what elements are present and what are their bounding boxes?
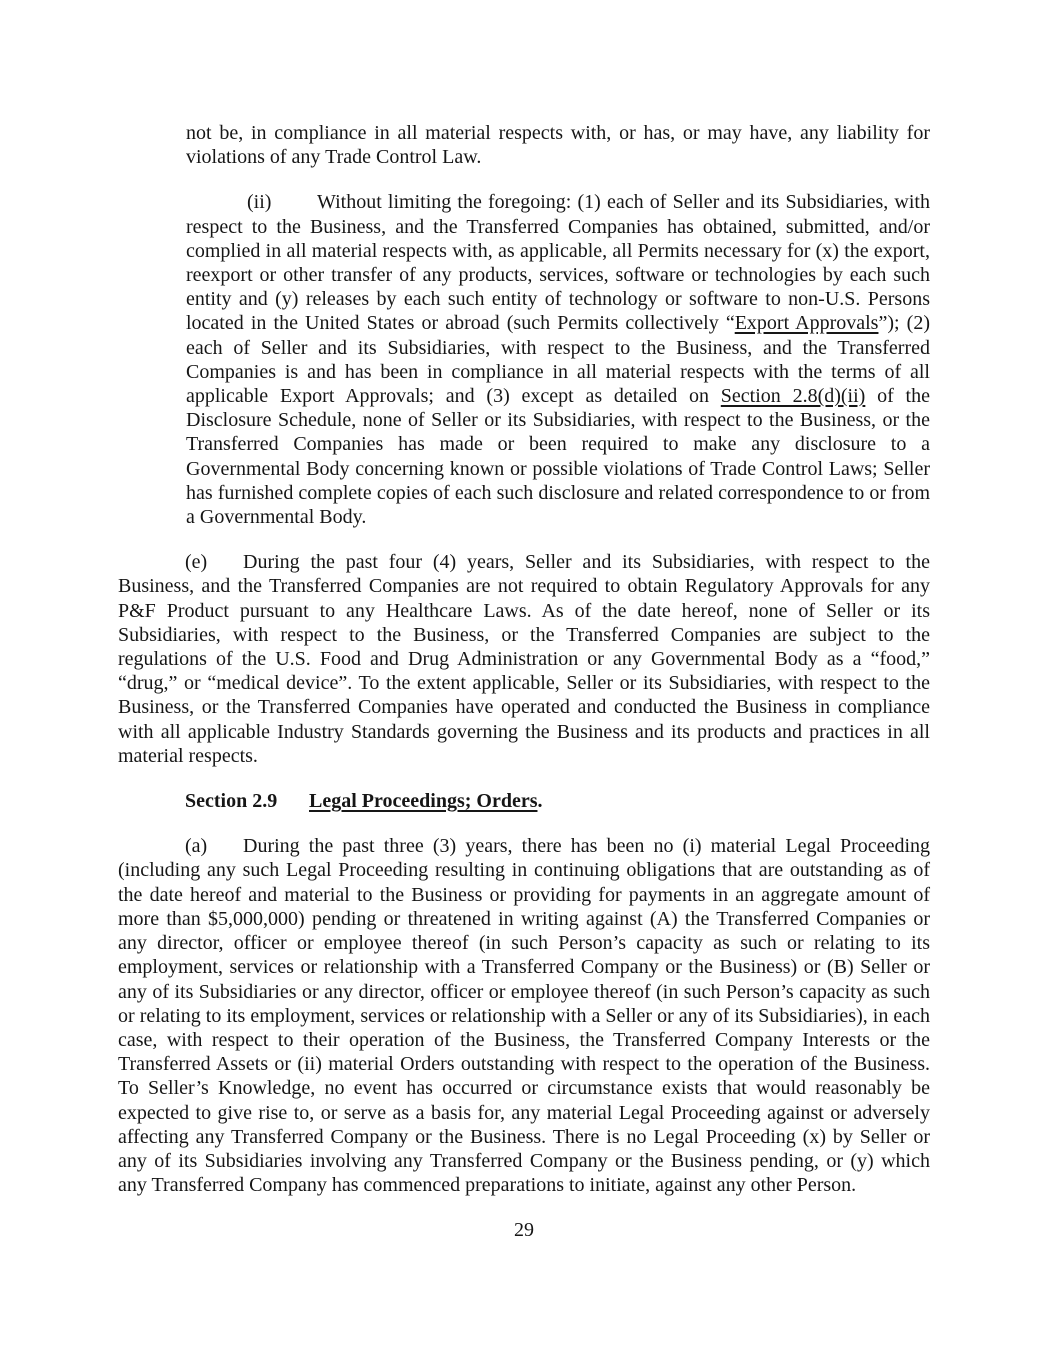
section-title-period: .	[537, 790, 543, 813]
paragraph-a-text: During the past three (3) years, there has been no (i) material Legal Proceeding (including any such Legal Proceeding resulting in continuing obligations that are outstanding as of the date hereof and material to the Business or providing for payments in an aggregate amount of more than $5,000,000) pending or threatened in writing against (A) the Transferred Companies or any director, officer or employee thereof (in such Person’s capacity as such or relating to its employment, services or relationship with a Transferred Company or the Business) or (B) Seller or any of its Subsidiaries or any director, officer or employee thereof (in such Person’s capacity as such or relating to its employment, services or relationship with a Seller or any of its Subsidiaries), in each case, with respect to their operation of the Business, the Transferred Company Interests or the Transferred Assets or (ii) material Orders outstanding with respect to the operation of the Business. To Seller’s Knowledge, no event has occurred or circumstance exists that would reasonably be expected to give rise to, or serve as a basis for, any material Legal Proceeding against or adversely affecting any Transferred Company or the Business. There is no Legal Proceeding (x) by Seller or any of its Subsidiaries involving any Transferred Company or the Business pending, or (y) which any Transferred Company has commenced preparations to initiate, against any other Person.	[118, 835, 930, 1197]
section-title: Legal Proceedings; Orders	[309, 790, 538, 813]
paragraph-e-text: During the past four (4) years, Seller and its Subsidiaries, with respect to the Business, and the Transferred Companies are not required to obtain Regulatory Approvals for any P&F Product pursuant to any Healthcare Laws. As of the date hereof, none of Seller or its Subsidiaries, with respect to the Business, or the Transferred Companies are subject to the regulations of the U.S. Food and Drug Administration or any Governmental Body as a “food,” “drug,” or “medical device”. To the extent applicable, Seller or its Subsidiaries, with respect to the Business, or the Transferred Companies have operated and conducted the Business in compliance with all applicable Industry Standards governing the Business and its products and practices in all material respects.	[118, 551, 930, 767]
paragraph-ii-text: Without limiting the foregoing: (1) each of Seller and its Subsidiaries, with respect to the Business, and the Transferred Companies has obtained, submitted, and/or complied in all material respects with, as applicable, all Permits necessary for (x) the export, reexport or other transfer of any products, services, software or technologies by each such entity and (y) releases by each such entity of technology or software to non-U.S. Persons located in the United States or abroad (such Permits collectively “	[186, 191, 930, 335]
section-number: Section 2.9	[185, 790, 278, 813]
paragraph-a	[118, 834, 930, 1197]
paragraph-ii-label: (ii)	[247, 191, 272, 214]
paragraph-a-label: (a)	[185, 835, 208, 858]
paragraph-continuation	[186, 121, 930, 169]
paragraph-ii-text: of the Disclosure Schedule, none of Seller or its Subsidiaries, with respect to the Business, or the Transferred Companies has made or been required to make any disclosure to a Governmental Body concerning known or possible violations of Trade Control Laws; Seller has furnished complete copies of each such disclosure and related correspondence to or from a Governmental Body.	[186, 385, 930, 529]
paragraph-e-label: (e)	[185, 551, 208, 574]
paragraph-e	[118, 550, 930, 768]
paragraph-continuation-text: not be, in compliance in all material respects with, or has, or may have, any liability for violations of any Trade Control Law.	[186, 122, 930, 169]
paragraph-ii	[186, 190, 930, 529]
defined-term-export-approvals: Export Approvals	[734, 312, 879, 335]
paragraph-ii-text: ”); (2) each of Seller and its Subsidiaries, with respect to the Business, and the Transferred Companies is and has been in compliance in all material respects with the terms of all applicable Export Approvals; and (3) except as detailed on	[186, 312, 930, 408]
section-heading	[118, 789, 930, 813]
cross-reference-section-2-8-d-ii: Section 2.8(d)(ii)	[720, 385, 866, 408]
page-number: 29	[514, 1219, 534, 1242]
